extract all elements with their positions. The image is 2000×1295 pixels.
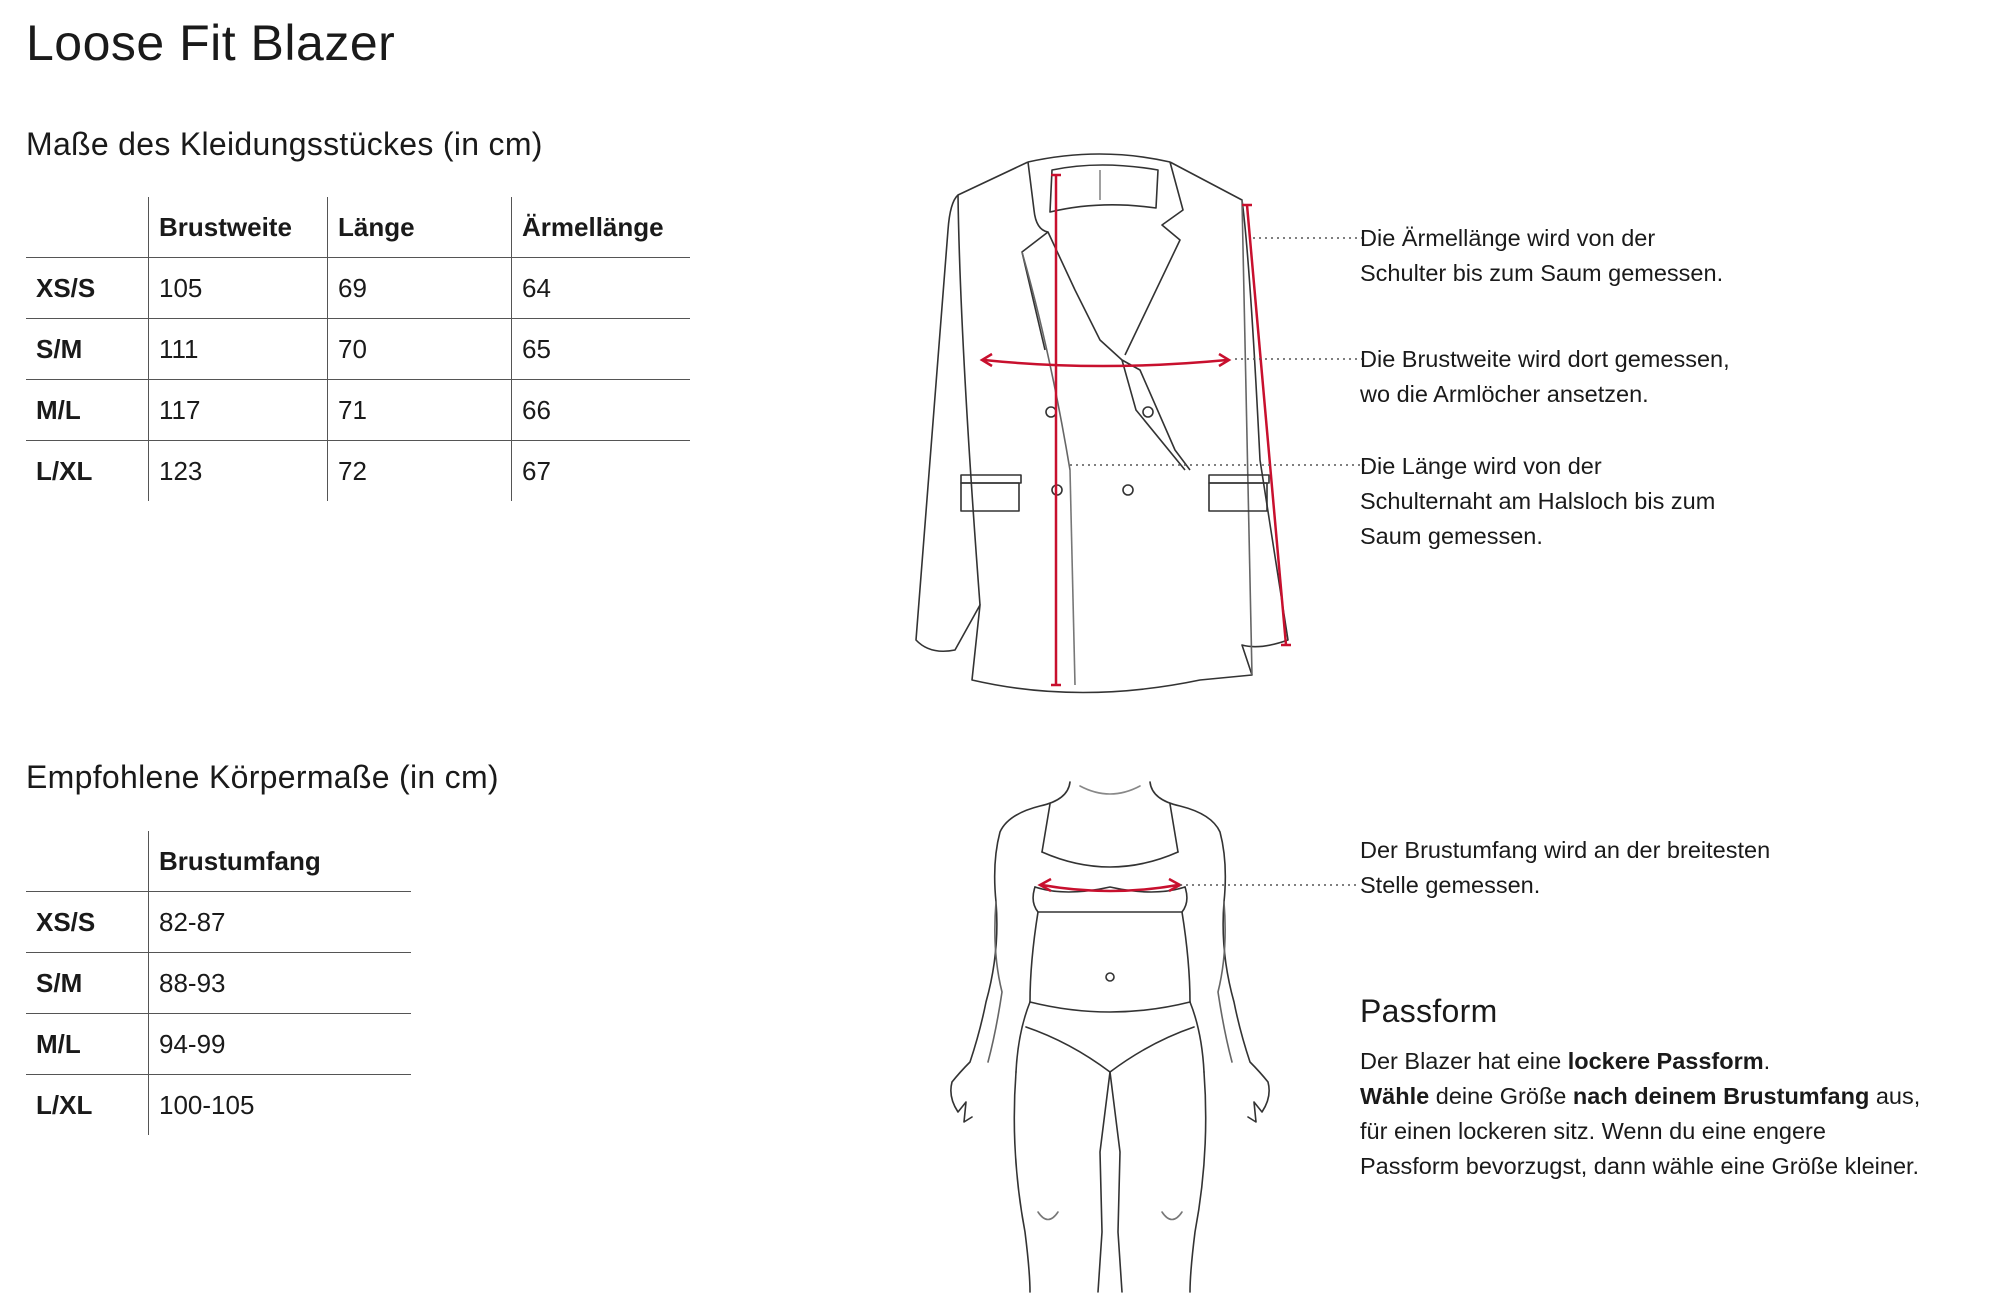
table-cell: 111 bbox=[149, 319, 328, 380]
table-cell: 88-93 bbox=[149, 953, 412, 1014]
note-line: Stelle gemessen. bbox=[1360, 872, 1541, 898]
bust-circumference-note bbox=[1360, 833, 1770, 903]
note-line: Die Brustweite wird dort gemessen, bbox=[1360, 346, 1730, 372]
table-row bbox=[26, 1075, 411, 1136]
table-cell: 105 bbox=[149, 258, 328, 319]
fit-text: Der Blazer hat eine bbox=[1360, 1048, 1568, 1074]
fit-line: für einen lockeren sitz. Wenn du eine engere bbox=[1360, 1118, 1826, 1144]
fit-line: Passform bevorzugst, dann wähle eine Größe kleiner. bbox=[1360, 1153, 1920, 1179]
size-label: M/L bbox=[26, 380, 149, 441]
table-header-cell: Ärmellänge bbox=[522, 211, 664, 242]
table-header-cell: Länge bbox=[328, 197, 512, 258]
blazer-measure-lines bbox=[900, 140, 1320, 700]
chest-width-note bbox=[1360, 342, 1730, 412]
size-label: S/M bbox=[26, 319, 149, 380]
table-cell: 117 bbox=[149, 380, 328, 441]
sleeve-length-note bbox=[1360, 221, 1723, 291]
table-cell: 69 bbox=[328, 258, 512, 319]
table-header-row bbox=[26, 197, 690, 258]
table-cell: 100-105 bbox=[149, 1075, 412, 1136]
fit-text-bold: nach deinem Brustumfang bbox=[1572, 1083, 1870, 1109]
table-cell: 64 bbox=[512, 258, 691, 319]
fit-text: . bbox=[1763, 1048, 1771, 1074]
fit-text-bold: lockere Passform bbox=[1567, 1048, 1764, 1074]
table-header-cell: Brustweite bbox=[149, 197, 328, 258]
size-label: XS/S bbox=[26, 258, 149, 319]
table-header-cell bbox=[26, 831, 149, 892]
table-row bbox=[26, 1014, 411, 1075]
fit-text-bold: Wähle bbox=[1360, 1083, 1430, 1109]
table-cell: 82-87 bbox=[149, 892, 412, 953]
size-label: L/XL bbox=[26, 1075, 149, 1136]
garment-size-table bbox=[26, 197, 690, 501]
fit-text: deine Größe bbox=[1429, 1083, 1573, 1109]
note-line: Der Brustumfang wird an der breitesten bbox=[1360, 837, 1771, 863]
table-row bbox=[26, 953, 411, 1014]
table-header-row bbox=[26, 831, 411, 892]
fit-text: aus, bbox=[1869, 1083, 1921, 1109]
table-header-cell: Brustumfang bbox=[159, 845, 321, 876]
table-row bbox=[26, 441, 690, 502]
note-line: Saum gemessen. bbox=[1360, 523, 1543, 549]
length-note bbox=[1360, 449, 1715, 554]
page-title: Loose Fit Blazer bbox=[26, 15, 396, 71]
size-label: M/L bbox=[26, 1014, 149, 1075]
fit-title: Passform bbox=[1360, 993, 1498, 1029]
note-line: Die Länge wird von der bbox=[1360, 453, 1602, 479]
table-header-cell bbox=[26, 197, 149, 258]
table-row bbox=[26, 319, 690, 380]
size-label: L/XL bbox=[26, 441, 149, 502]
table-cell: 70 bbox=[328, 319, 512, 380]
fit-line bbox=[1360, 1044, 1920, 1079]
note-line: Schulternaht am Halsloch bis zum bbox=[1360, 488, 1716, 514]
fit-description bbox=[1360, 1044, 1920, 1184]
table-row bbox=[26, 892, 411, 953]
table-cell: 71 bbox=[328, 380, 512, 441]
table-cell: 94-99 bbox=[149, 1014, 412, 1075]
table-cell: 67 bbox=[512, 441, 691, 502]
body-measurements-title: Empfohlene Körpermaße (in cm) bbox=[26, 759, 499, 795]
body-figure-illustration bbox=[930, 772, 1290, 1292]
table-row bbox=[26, 258, 690, 319]
table-cell: 66 bbox=[512, 380, 691, 441]
table-cell: 123 bbox=[149, 441, 328, 502]
note-line: wo die Armlöcher ansetzen. bbox=[1360, 381, 1649, 407]
note-line: Die Ärmellänge wird von der bbox=[1360, 225, 1656, 251]
table-cell: 72 bbox=[328, 441, 512, 502]
table-cell: 65 bbox=[512, 319, 691, 380]
note-line: Schulter bis zum Saum gemessen. bbox=[1360, 260, 1724, 286]
garment-measurements-title: Maße des Kleidungsstückes (in cm) bbox=[26, 126, 543, 162]
table-row bbox=[26, 380, 690, 441]
body-size-table bbox=[26, 831, 411, 1135]
size-label: S/M bbox=[26, 953, 149, 1014]
size-label: XS/S bbox=[26, 892, 149, 953]
fit-line bbox=[1360, 1079, 1920, 1114]
